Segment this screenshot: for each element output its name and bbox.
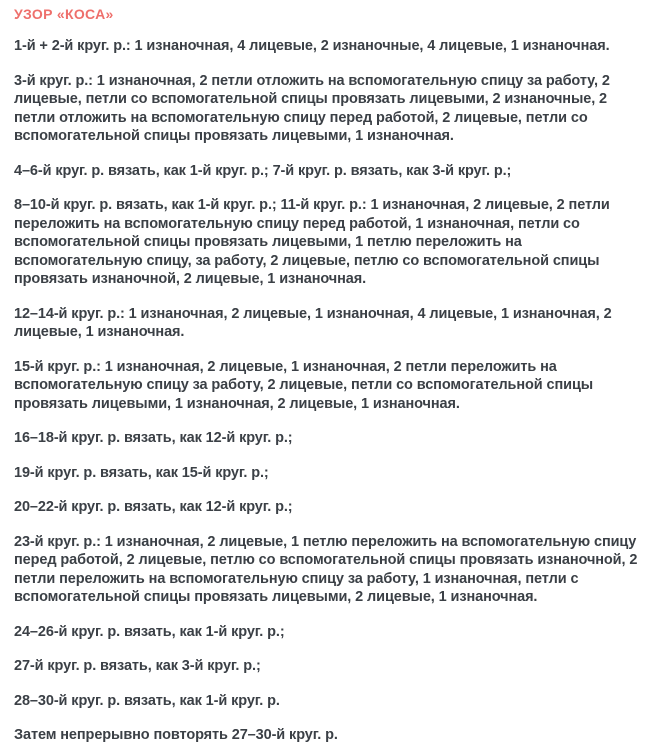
rounds-20-22-instruction: 20–22-й круг. р. вязать, как 12-й круг. р.; (14, 499, 293, 515)
rounds-16-18-instruction: 16–18-й круг. р. вязать, как 12-й круг. р.; (14, 430, 293, 446)
rounds-1-2-instruction: 1-й + 2-й круг. р.: 1 изнаночная, 4 лицевые, 2 изнаночные, 4 лицевые, 1 изнаночная. (14, 38, 610, 54)
page-title: УЗОР «КОСА» (14, 6, 114, 22)
rounds-28-30-instruction: 28–30-й круг. р. вязать, как 1-й круг. р. (14, 692, 280, 709)
rounds-4-7-instruction: 4–6-й круг. р. вязать, как 1-й круг. р.; 7-й круг. р. вязать, как 3-й круг. р.; (14, 162, 512, 179)
round-15-instruction: 15-й круг. р.: 1 изнаночная, 2 лицевые, 1 изнаночная, 2 петли переложить на вспомогательную спицу за работу, 2 лицевые, петли со вспомогательной спицы провязать лицевыми, 1 изнаночная, 2 лицевые, 1 изнаночная. (14, 358, 594, 412)
repeat-note: Затем непрерывно повторять 27–30-й круг. р. (14, 727, 338, 743)
round-3-instruction: 3-й круг. р.: 1 изнаночная, 2 петли отложить на вспомогательную спицу за работу, 2 лицевые, петли со вспомогательной спицы провязать лицевыми, 2 изнаночные, 2 петли отложить на вспомогательную спицу перед работой, 2 лицевые, петли со вспомогательной спицы провязать лицевыми, 1 изнаночная. (14, 72, 610, 144)
rounds-24-26-instruction: 24–26-й круг. р. вязать, как 1-й круг. р.; (14, 623, 285, 640)
rounds-8-11-instruction: 8–10-й круг. р. вязать, как 1-й круг. р.; 11-й круг. р.: 1 изнаночная, 2 лицевые, 2 петли переложить на вспомогательную спицу перед работой, 1 изнаночная, петли со вспомогательной спицы провязать лицевыми, 1 петлю переложить на вспомогательную спицу, за работу, 2 лицевые, петлю со вспомогательной спицы провязать изнаночной, 2 лицевые, 1 изнаночная. (14, 197, 610, 287)
rounds-12-14-instruction: 12–14-й круг. р.: 1 изнаночная, 2 лицевые, 1 изнаночная, 4 лицевые, 1 изнаночная, 2 лицевые, 1 изнаночная. (14, 305, 612, 340)
round-19-instruction: 19-й круг. р. вязать, как 15-й круг. р.; (14, 464, 269, 481)
round-23-instruction: 23-й круг. р.: 1 изнаночная, 2 лицевые, 1 петлю переложить на вспомогательную спицу перед работой, 2 лицевые, петлю со вспомогательной спицы провязать изнаночной, 2 петли переложить на вспомогательную спицу за работу, 1 изнаночная, петли с вспомогательной спицы провязать лицевыми, 2 лицевые, 1 изнаночная. (14, 533, 638, 605)
round-27-instruction: 27-й круг. р. вязать, как 3-й круг. р.; (14, 658, 261, 674)
